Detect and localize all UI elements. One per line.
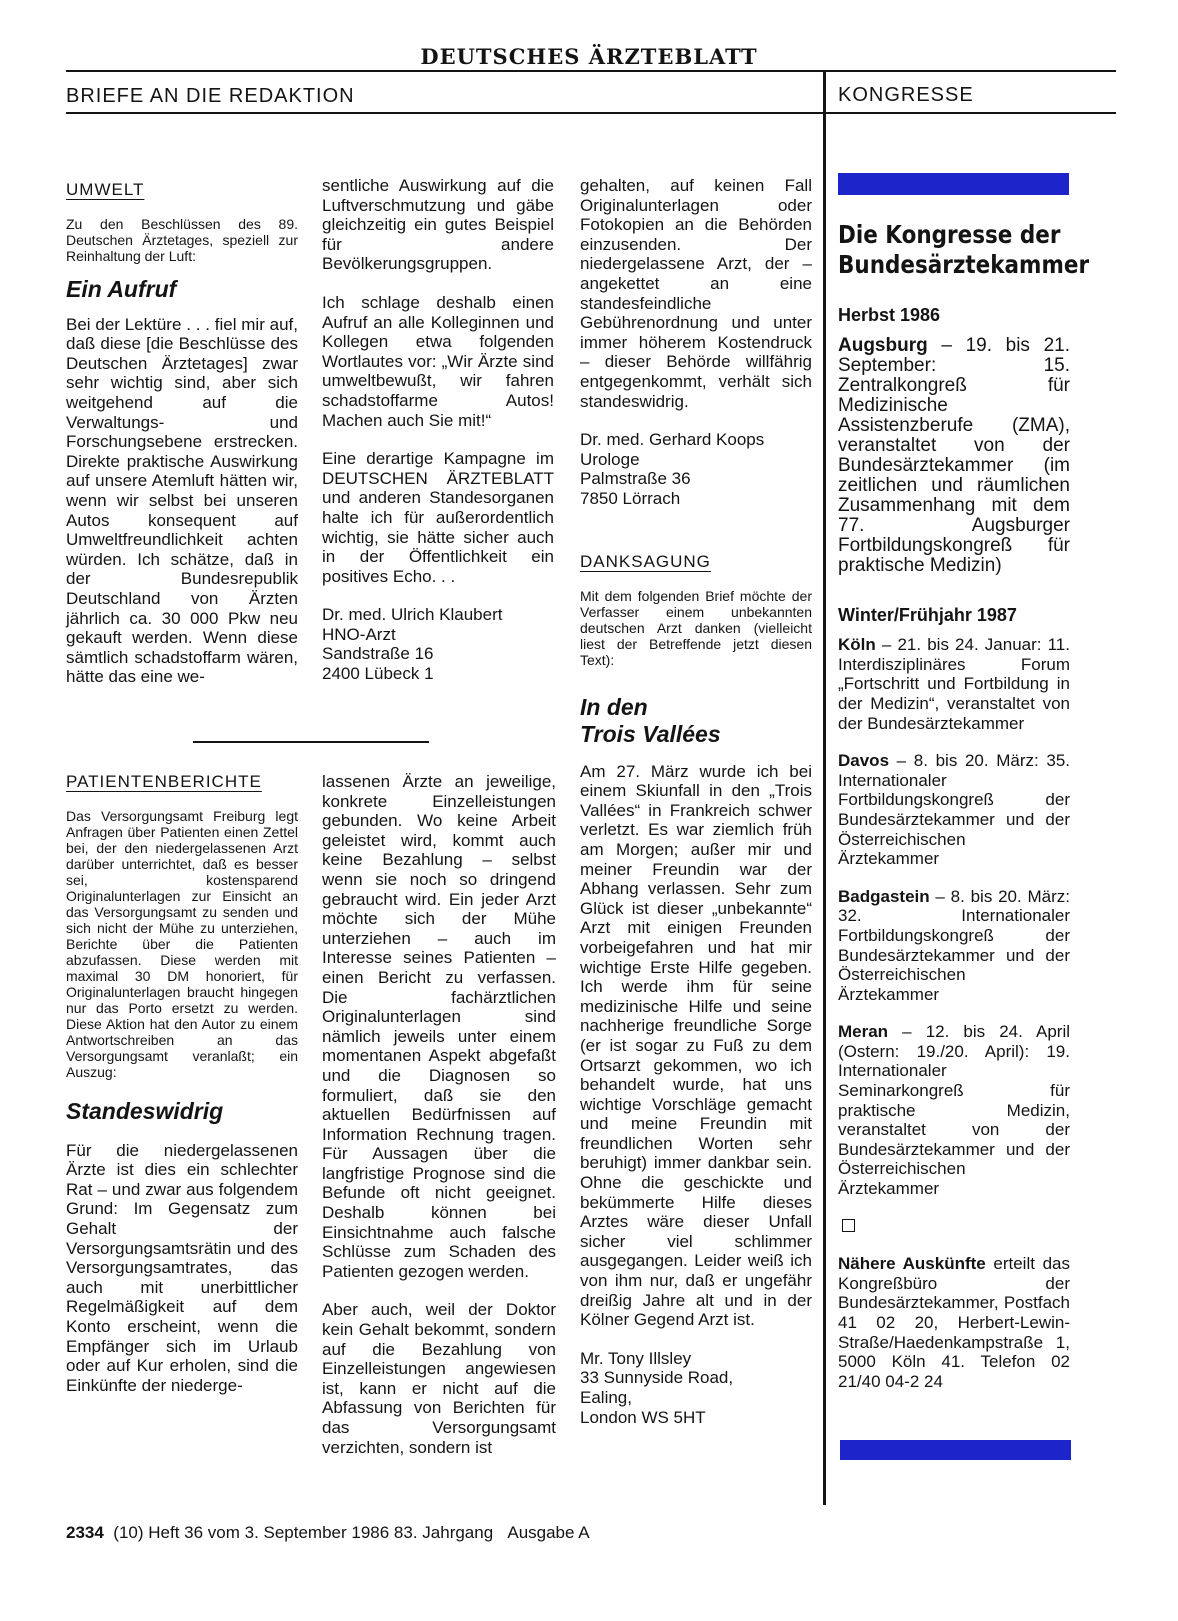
masthead-rule: [66, 70, 1116, 72]
entry-text: – 12. bis 24. April (Ostern: 19./20. April): 19. Internationaler Seminarkongreß für praktische Medizin, veranstaltet von der Bundesärztekammer und der Österreichischen Ärztekammer: [838, 1022, 1070, 1199]
kongresse-column: [838, 220, 1090, 1391]
letter-patientenberichte-body-4: gehalten, auf keinen Fall Originalunterlagen oder Fotokopien an die Behörden einzusenden. Der niedergelassene Arzt, der – angekettet an eine standesfeindliche Gebührenordnung und unter immer höherem Kostendruck – dieser Behörde willfährig entgegenkommt, verhält sich standeswidrig.: [580, 176, 812, 411]
city-meran: Meran: [838, 1022, 889, 1042]
season-herbst-1986: Herbst 1986: [838, 305, 941, 325]
issue-info: (10) Heft 36 vom 3. September 1986 83. Jahrgang: [113, 1523, 494, 1542]
headline-ein-aufruf: Ein Aufruf: [66, 275, 177, 302]
kongresse-title-line: Die Kongresse der: [838, 220, 1061, 249]
signature-klaubert: [322, 605, 554, 683]
letter-patientenberichte-body-2: lassenen Ärzte an jeweilige, konkrete Einzelleistungen gebunden. Wo keine Arbeit geleistet wird, kommt auch keine Bezahlung – selbst wenn sie noch so dringend gebraucht wird. Ein jeder Arzt möchte sich der Mühe unterziehen – auch im Interesse seines Patienten – einen Bericht zu verfassen. Die fachärztlichen Originalunterlagen sind nämlich jeweils unter einem momentanen Aspekt abgefaßt und die Diagnosen so formuliert, daß sie den aktuellen Bedürfnissen auf Information Rechnung tragen. Für Aussagen über die langfristige Prognose sind die Befunde oft nicht geeignet. Deshalb können bei Einsichtnahme auch falsche Schlüsse zum Schaden des Patienten gezogen werden.: [322, 772, 556, 1281]
signature-line: Palmstraße 36: [580, 469, 691, 489]
signature-line: Urologe: [580, 449, 640, 469]
signature-line: Dr. med. Gerhard Koops: [580, 430, 765, 450]
letter-patientenberichte-body-1: Für die niedergelassenen Ärzte ist dies ein schlechter Rat – und zwar aus folgendem Grund: Im Gegensatz zum Gehalt der Versorgungsamtsrätin und des Versorgungsamtrates, das auch mit unerbittlicher Regelmäßigkeit auf dem Konto erscheint, wenn die Empfänger sich im Urlaub oder auf Kur erholen, sind die Einkünfte der niederge-: [66, 1140, 298, 1395]
rubric-umwelt: UMWELT: [66, 180, 145, 199]
letter-patientenberichte-body-3: Aber auch, weil der Doktor kein Gehalt bekommt, sondern auf die Bezahlung von Einzelleistungen angewiesen ist, kann er nicht auf die Abfassung von Berichten für das Versorgungsamt verzichten, sondern ist: [322, 1300, 556, 1457]
letter-umwelt-body-3: Ich schlage deshalb einen Aufruf an alle Kolleginnen und Kollegen etwa folgenden Wortlautes vor: „Wir Ärzte sind umweltbewußt, wir fahren schadstoffarme Autos! Machen auch Sie mit!“: [322, 292, 554, 430]
letter-danksagung-body: Am 27. März wurde ich bei einem Skiunfall in den „Trois Vallées“ in Frankreich schwer verletzt. Es war ziemlich früh am Morgen; außer mir und meiner Freundin war der Abhang verlassen. Sehr zum Glück ist dieser „unbekannte“ Arzt mit einigen Freunden vorbeigefahren und hat mir wichtige Erste Hilfe gegeben. Ich werde ihm für seine medizinische Hilfe und seine nachherige freundliche Sorge (er ist sogar zu Fuß zu dem Ortsarzt gekommen, wo ich behandelt wurde, hat uns wichtige Vorschläge gemacht und meine Freundin mit freundlichen Worten sehr beruhigt) immer dankbar sein. Ohne die geschickte und bekümmerte Hilfe dieses Arztes wäre dieser Unfall sicher viel schlimmer ausgegangen. Leider weiß ich von ihm nur, daß er ungefähr dreißig Jahre alt und in der Kölner Gegend Arzt ist.: [580, 761, 812, 1330]
signature-line: Ealing,: [580, 1388, 632, 1407]
letter-umwelt-body-2: sentliche Auswirkung auf die Luftverschmutzung und gäbe gleichzeitig ein gutes Beispiel für andere Bevölkerungsgruppen.: [322, 176, 554, 274]
rubric-danksagung: DANKSAGUNG: [580, 552, 711, 571]
column-divider-kongresse: [823, 70, 826, 1505]
entry-meran: [838, 1022, 1070, 1198]
section-rule: [66, 112, 1116, 114]
kongresse-title-line: Bundesärztekammer: [838, 250, 1090, 279]
letter-umwelt-body-4: Eine derartige Kampagne im DEUTSCHEN ÄRZTEBLATT und anderen Standesorganen halte ich für außerordentlich wichtig, sie hätte sicher auch in der Öffentlichkeit ein positives Echo. . .: [322, 449, 554, 586]
letter-patientenberichte-intro: Das Versorgungsamt Freiburg legt Anfragen über Patienten einen Zettel bei, der den niedergelassenen Arzt darüber unterrichtet, daß es besser sei, kostensparend Originalunterlagen zur Einsicht an das Versorgungsamt zu senden und sich nicht der Mühe zu unterziehen, Berichte über die Patienten abzufassen. Diese werden mit maximal 30 DM honoriert, für Originalunterlagen braucht hingegen nur das Porto ersetzt zu werden. Diese Aktion hat den Autor zu einem Antwortschreiben an das Versorgungsamt veranlaßt; ein Auszug:: [66, 807, 298, 1080]
headline-line: In den: [580, 693, 648, 720]
signature-line: Sandstraße 16: [322, 644, 434, 664]
info-lead: Nähere Auskünfte: [838, 1254, 986, 1274]
entry-text: erteilt das Kongreßbüro der Bundesärztekammer, Postfach 41 02 20, Herbert-Lewin-Straße/Haedenkampstraße 1, 5000 Köln 41. Telefon 02 21/40 04-2 24: [838, 1254, 1070, 1391]
masthead: DEUTSCHES ÄRZTEBLATT: [420, 44, 758, 69]
season-winter-1987: Winter/Frühjahr 1987: [838, 604, 1017, 625]
page-number: 2334: [66, 1523, 104, 1542]
signature-line: Mr. Tony Illsley: [580, 1348, 692, 1368]
letter-umwelt-col1: [66, 180, 298, 687]
edition-info: Ausgabe A: [507, 1523, 590, 1542]
end-square-icon: [842, 1217, 1070, 1237]
headline-trois-vallees: [580, 694, 812, 748]
blue-bar-bottom: [840, 1440, 1071, 1460]
headline-line: Trois Vallées: [580, 720, 721, 747]
entry-badgastein: [838, 887, 1070, 1005]
letter-danksagung: [580, 552, 812, 1427]
entry-text: – 21. bis 24. Januar: 11. Interdisziplinäres Forum „Fortschritt und Fortbildung in der Medizin“, veranstaltet von der Bundesärztekammer: [838, 635, 1070, 733]
entry-augsburg: [838, 336, 1070, 576]
signature-line: 2400 Lübeck 1: [322, 664, 434, 684]
letter-patientenberichte-col1: [66, 772, 298, 1395]
blue-bar-top: [838, 173, 1069, 195]
signature-line: 7850 Lörrach: [580, 488, 681, 508]
letter-umwelt-intro: Zu den Beschlüssen des 89. Deutschen Ärztetages, speziell zur Reinhaltung der Luft:: [66, 215, 298, 264]
headline-standeswidrig: Standeswidrig: [66, 1097, 224, 1124]
square-icon: [842, 1219, 855, 1232]
article-separator: [193, 741, 429, 743]
city-koeln: Köln: [838, 635, 876, 655]
kongresse-title: [838, 220, 1090, 280]
signature-line: 33 Sunnyside Road,: [580, 1368, 734, 1388]
entry-davos: [838, 751, 1070, 869]
entry-info: [838, 1254, 1070, 1391]
entry-koeln: [838, 635, 1070, 733]
city-davos: Davos: [838, 751, 890, 771]
city-badgastein: Badgastein: [838, 886, 930, 906]
rubric-patientenberichte: PATIENTENBERICHTE: [66, 772, 262, 791]
signature-line: Dr. med. Ulrich Klaubert: [322, 605, 503, 625]
entry-text: – 8. bis 20. März: 32. Internationaler Fortbildungskongreß der Bundesärztekammer und der Österreichischen Ärztekammer: [838, 886, 1070, 1004]
signature-line: HNO-Arzt: [322, 624, 396, 644]
letter-patientenberichte-col3: [580, 176, 812, 509]
page-footer: [66, 1523, 590, 1543]
letter-danksagung-intro: Mit dem folgenden Brief möchte der Verfasser einem unbekannten deutschen Arzt danken (vielleicht liest der Betreffende jetzt diesen Text):: [580, 587, 812, 668]
letter-patientenberichte-col2: [322, 772, 556, 1457]
entry-text: – 8. bis 20. März: 35. Internationaler Fortbildungskongreß der Bundesärztekammer und der Österreichischen Ärztekammer: [838, 751, 1070, 869]
section-letters-header: BRIEFE AN DIE REDAKTION: [66, 85, 355, 107]
entry-text: – 19. bis 21. September: 15. Zentralkongreß für Medizinische Assistenzberufe (ZMA), veranstaltet von der Bundesärztekammer (im zeitlichen und räumlichen Zusammenhang mit dem 77. Augsburger Fortbildungskongreß für praktische Medizin): [838, 334, 1070, 576]
signature-illsley: [580, 1349, 812, 1427]
letter-umwelt-body-1: Bei der Lektüre . . . fiel mir auf, daß diese [die Beschlüsse des Deutschen Ärztetages] zwar sehr wichtig sind, aber sich weitgehend auf die Verwaltungs- und Forschungsebene erstrecken. Direkte praktische Auswirkung auf unsere Atemluft hätten wir, wenn wir selbst bei unseren Autos konsequent auf Umweltfreundlichkeit achten würden. Ich schätze, daß in der Bundesrepublik Deutschland von Ärzten jährlich ca. 30 000 Pkw neu gekauft werden. Wenn diese sämtlich schadstoffarm wären, hätte das eine we-: [66, 314, 298, 687]
signature-koops: [580, 430, 812, 508]
section-kongresse-header: KONGRESSE: [838, 84, 974, 106]
city-augsburg: Augsburg: [838, 334, 928, 356]
letter-umwelt-col2: [322, 176, 554, 684]
signature-line: London WS 5HT: [580, 1407, 706, 1427]
